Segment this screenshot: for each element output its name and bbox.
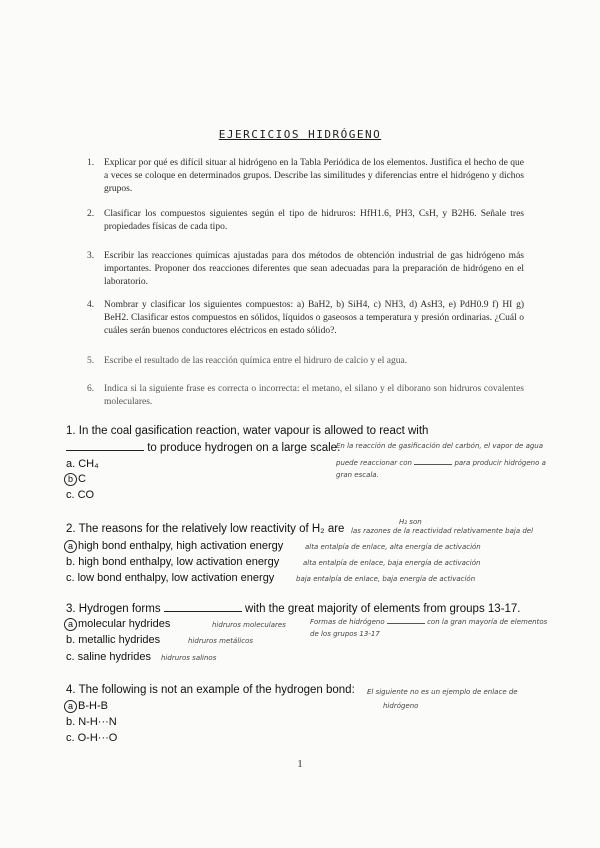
q4-note-1: El siguiente no es un ejemplo de enlace de: [367, 688, 518, 696]
q2-option-b[interactable]: b. high bond enthalpy, low activation energy: [66, 556, 280, 568]
q1-option-a[interactable]: a. CH₄: [66, 458, 99, 470]
exercise-3-text: Escribir las reacciones químicas ajustadas para dos métodos de obtención industrial de gas hidrógeno más importantes. Proponer dos reacciones diferentes que sean adecuadas para la preparación de hidrógeno en el laboratorio.: [104, 251, 524, 288]
q3-option-b-note: hidruros metálicos: [188, 637, 253, 645]
q1-option-b-text: C: [78, 473, 86, 485]
q1-blank[interactable]: [66, 441, 144, 451]
page-title: EJERCICIOS HIDRÓGENO: [218, 128, 382, 141]
q4-option-b[interactable]: b. N-H···N: [66, 716, 117, 728]
q2-note-top: H₂ son: [399, 518, 422, 526]
q4-line-1: 4. The following is not an example of the hydrogen bond:: [66, 684, 355, 696]
q4-option-a-selected-circle: a: [64, 700, 77, 713]
q1-option-b-selected-circle: b: [64, 473, 77, 486]
q1-line-1: 1. In the coal gasification reaction, water vapour is allowed to react with: [66, 425, 429, 437]
q3-option-a-note: hidruros moleculares: [212, 621, 286, 629]
exercise-4-number: 4.: [87, 300, 95, 310]
q3-line-1-start: 3. Hydrogen forms: [66, 603, 161, 615]
q2-option-c-note: baja entalpía de enlace, baja energía de activación: [296, 575, 476, 583]
q1-note-4: gran escala.: [336, 471, 379, 479]
q2-option-c[interactable]: c. low bond enthalpy, low activation energy: [66, 572, 275, 584]
q3-option-b[interactable]: b. metallic hydrides: [66, 634, 161, 646]
page-number: 1: [297, 758, 303, 770]
q1-note-1: En la reacción de gasificación del carbón, el vapor de agua: [336, 442, 544, 450]
q1-note-2: puede reaccionar con: [336, 459, 412, 467]
q1-option-c[interactable]: c. CO: [66, 489, 95, 501]
q3-line-1: [66, 602, 521, 615]
q3-option-c-note: hidruros salinos: [161, 654, 217, 662]
q1-option-b[interactable]: [64, 473, 86, 486]
q2-option-a-selected-circle: a: [64, 540, 77, 553]
q3-blank[interactable]: [164, 602, 242, 612]
q4-option-c[interactable]: c. O-H···O: [66, 732, 118, 744]
q3-note-3: de los grupos 13-17: [310, 630, 380, 638]
q2-option-b-note: alta entalpía de enlace, baja energía de activación: [303, 559, 481, 567]
exercise-5-number: 5.: [87, 356, 95, 366]
q3-option-a-text: molecular hydrides: [78, 618, 171, 630]
exercise-3-number: 3.: [87, 251, 95, 261]
exercise-5-text: Escribe el resultado de las reacción química entre el hidruro de calcio y el agua.: [104, 356, 408, 366]
q1-line-2: [66, 441, 340, 454]
exercise-1-number: 1.: [87, 158, 95, 168]
exercise-2-text: Clasificar los compuestos siguientes según el tipo de hidruros: HfH1.6, PH3, CsH, y B2H6. Señale tres propiedades físicas de cada tipo.: [104, 209, 524, 233]
exercise-2-number: 2.: [87, 209, 95, 219]
exercise-4-text: Nombrar y clasificar los siguientes compuestos: a) BaH2, b) SiH4, c) NH3, d) AsH3, e) PdH0.9 f) HI g) BeH2. Clasificar estos compuestos en sólidos, líquidos o gaseosos a temperatura y presión ordinarias. ¿Cuál o cuáles serán buenos conductores eléctricos en estado sólido?.: [104, 300, 524, 337]
q1-line-2-text: to produce hydrogen on a large scale.: [147, 442, 341, 454]
q3-option-c[interactable]: c. saline hydrides: [66, 651, 151, 663]
exercise-6-text: Indica si la siguiente frase es correcta o incorrecta: el metano, el silano y el diborano son hidruros covalentes moleculares.: [104, 384, 524, 408]
q3-note-1: Formas de hidrógeno: [310, 618, 385, 626]
exercise-1-text: Explicar por qué es difícil situar al hidrógeno en la Tabla Periódica de los elementos. Justifica el hecho de que a veces se coloque en determinados grupos. Describe las similitudes y diferencias entre el hidrógeno y dichos grupos.: [104, 158, 524, 195]
q2-option-a-note: alta entalpía de enlace, alta energía de activación: [305, 543, 481, 551]
q3-line-1-end: with the great majority of elements from groups 13-17.: [245, 603, 521, 615]
q2-option-a-text: high bond enthalpy, high activation energy: [78, 540, 284, 552]
q2-note-1: las razones de la reactividad relativamente baja del: [351, 527, 534, 535]
q1-note-3: para producir hidrógeno a: [454, 459, 546, 467]
q2-option-a[interactable]: [64, 540, 283, 553]
q4-option-a-text: B-H-B: [78, 700, 108, 712]
q4-note-2: hidrógeno: [383, 702, 419, 710]
q1-note-2-line: [336, 458, 546, 467]
q3-option-a[interactable]: [64, 618, 170, 631]
q3-option-a-selected-circle: a: [64, 618, 77, 631]
q1-note-blank: [414, 458, 452, 465]
q2-line-1: 2. The reasons for the relatively low reactivity of H₂ are: [66, 523, 345, 535]
q3-note-blank: [387, 617, 425, 624]
q3-note-2: con la gran mayoría de elementos: [427, 618, 548, 626]
q4-option-a[interactable]: [64, 700, 108, 713]
q3-note-1-line: [310, 617, 547, 626]
exercise-6-number: 6.: [87, 384, 95, 394]
